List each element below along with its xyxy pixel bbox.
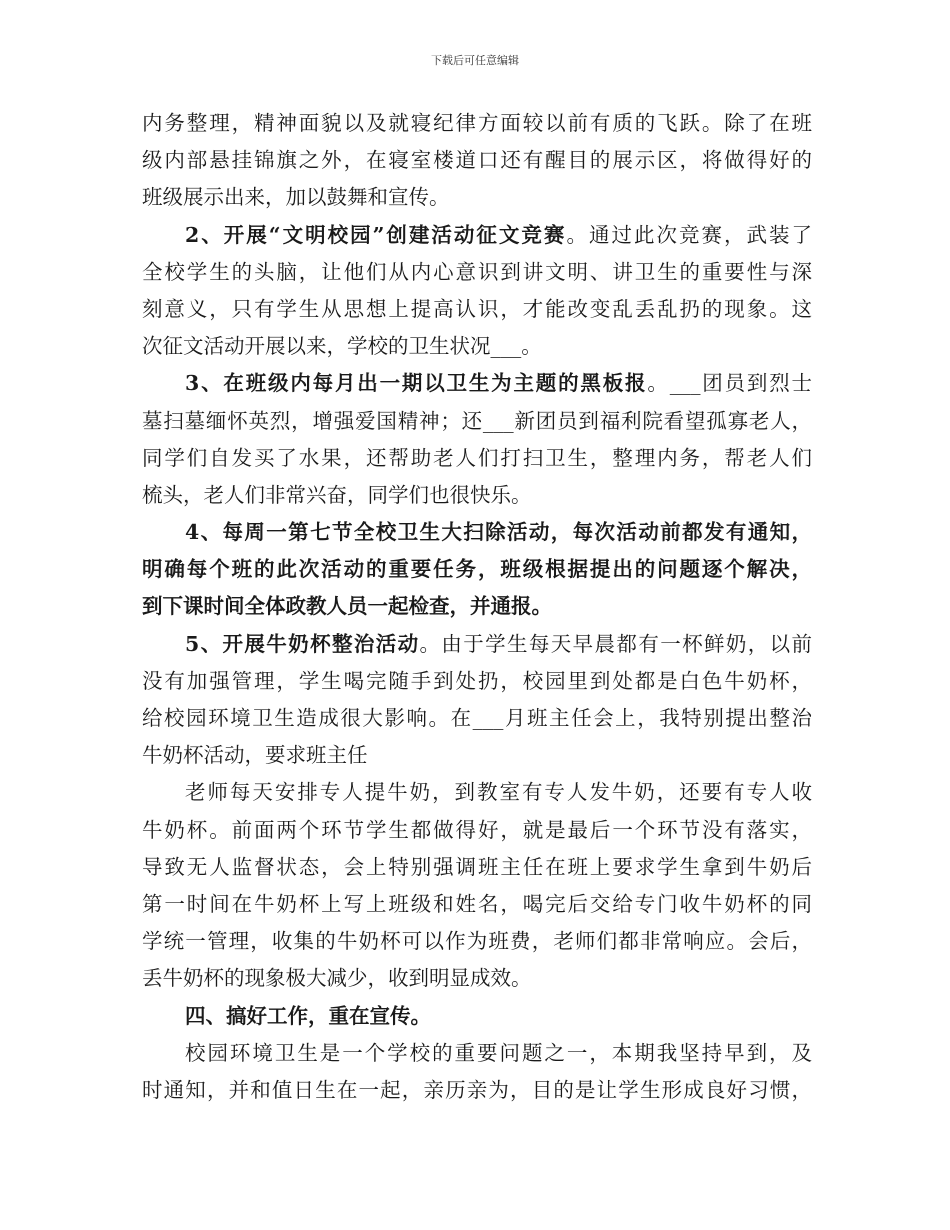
text-line bbox=[142, 440, 812, 477]
text-line bbox=[142, 998, 812, 1035]
body-text: 同学们自发买了水果，还帮助老人们打扫卫生，整理内务，帮老人们 bbox=[142, 445, 812, 470]
body-text: 次征文活动开展以来，学校的卫生状况___。 bbox=[142, 334, 542, 359]
body-text: 班级展示出来，加以鼓舞和宣传。 bbox=[142, 185, 450, 210]
body-text: 。通过此次竞赛，武装了 bbox=[566, 222, 812, 247]
body-text: 丢牛奶杯的现象极大减少，收到明显成效。 bbox=[142, 966, 532, 991]
body-text: 梳头，老人们非常兴奋，同学们也很快乐。 bbox=[142, 482, 532, 507]
text-line bbox=[142, 105, 812, 142]
bold-heading-text: 四、搞好工作，重在宣传。 bbox=[185, 1003, 431, 1028]
text-line bbox=[142, 291, 812, 328]
text-line bbox=[142, 403, 812, 440]
body-text: 校园环境卫生是一个学校的重要问题之一，本期我坚持早到，及 bbox=[185, 1040, 812, 1065]
bold-heading-text: 3、在班级内每月出一期以卫生为主题的黑板报 bbox=[185, 371, 648, 396]
body-text: 。___团员到烈士 bbox=[647, 371, 813, 396]
text-line bbox=[142, 774, 812, 811]
bold-heading-text: 2、开展“文明校园”创建活动征文竞赛 bbox=[185, 222, 567, 247]
text-line bbox=[142, 254, 812, 291]
text-line bbox=[142, 328, 812, 365]
text-line bbox=[142, 849, 812, 886]
text-line bbox=[142, 179, 812, 216]
text-line bbox=[142, 923, 812, 960]
page-header: 下载后可任意编辑 bbox=[431, 54, 519, 67]
text-line bbox=[142, 812, 812, 849]
text-line bbox=[142, 960, 812, 997]
body-text: 刻意义，只有学生从思想上提高认识，才能改变乱丢乱扔的现象。这 bbox=[142, 296, 812, 321]
body-text: 时通知，并和值日生在一起，亲历亲为，目的是让学生形成良好习惯， bbox=[142, 1077, 812, 1102]
body-text: 给校园环境卫生造成很大影响。在___月班主任会上，我特别提出整治 bbox=[142, 706, 812, 730]
text-line bbox=[142, 737, 812, 774]
text-line bbox=[142, 514, 812, 551]
text-line bbox=[142, 365, 812, 402]
body-text: 。由于学生每天早晨都有一杯鲜奶，以前 bbox=[419, 631, 813, 656]
body-text: 级内部悬挂锦旗之外，在寝室楼道口还有醒目的展示区，将做得好的 bbox=[142, 148, 812, 173]
text-line bbox=[142, 1035, 812, 1072]
bold-heading-text: 4、每周一第七节全校卫生大扫除活动，每次活动前都发有通知， bbox=[185, 520, 812, 545]
body-text: 墓扫墓缅怀英烈，增强爱国精神；还___新团员到福利院看望孤寡老人， bbox=[142, 408, 812, 433]
bold-heading-text: 5、开展牛奶杯整治活动 bbox=[185, 631, 420, 656]
body-text: 老师每天安排专人提牛奶，到教室有专人发牛奶，还要有专人收 bbox=[185, 780, 812, 805]
document-body bbox=[142, 105, 812, 1109]
text-line bbox=[142, 886, 812, 923]
body-text: 学统一管理，收集的牛奶杯可以作为班费，老师们都非常响应。会后， bbox=[142, 929, 812, 954]
text-line bbox=[142, 626, 812, 663]
body-text: 全校学生的头脑，让他们从内心意识到讲文明、讲卫生的重要性与深 bbox=[142, 259, 812, 284]
bold-heading-text: 明确每个班的此次活动的重要任务，班级根据提出的问题逐个解决， bbox=[142, 557, 812, 582]
text-line bbox=[142, 700, 812, 737]
body-text: 牛奶杯活动，要求班主任 bbox=[142, 743, 368, 768]
text-line bbox=[142, 551, 812, 588]
body-text: 第一时间在牛奶杯上写上班级和姓名，喝完后交给专门收牛奶杯的同 bbox=[142, 891, 812, 916]
text-line bbox=[142, 663, 812, 700]
text-line bbox=[142, 217, 812, 254]
body-text: 牛奶杯。前面两个环节学生都做得好，就是最后一个环节没有落实， bbox=[142, 817, 812, 842]
body-text: 没有加强管理，学生喝完随手到处扔，校园里到处都是白色牛奶杯， bbox=[142, 668, 812, 693]
bold-heading-text: 到下课时间全体政教人员一起检查，并通报。 bbox=[142, 594, 552, 619]
body-text: 内务整理，精神面貌以及就寝纪律方面较以前有质的飞跃。除了在班 bbox=[142, 111, 812, 135]
body-text: 导致无人监督状态，会上特别强调班主任在班上要求学生拿到牛奶后 bbox=[142, 854, 812, 879]
text-line bbox=[142, 1072, 812, 1109]
text-line bbox=[142, 142, 812, 179]
text-line bbox=[142, 477, 812, 514]
text-line bbox=[142, 588, 812, 625]
